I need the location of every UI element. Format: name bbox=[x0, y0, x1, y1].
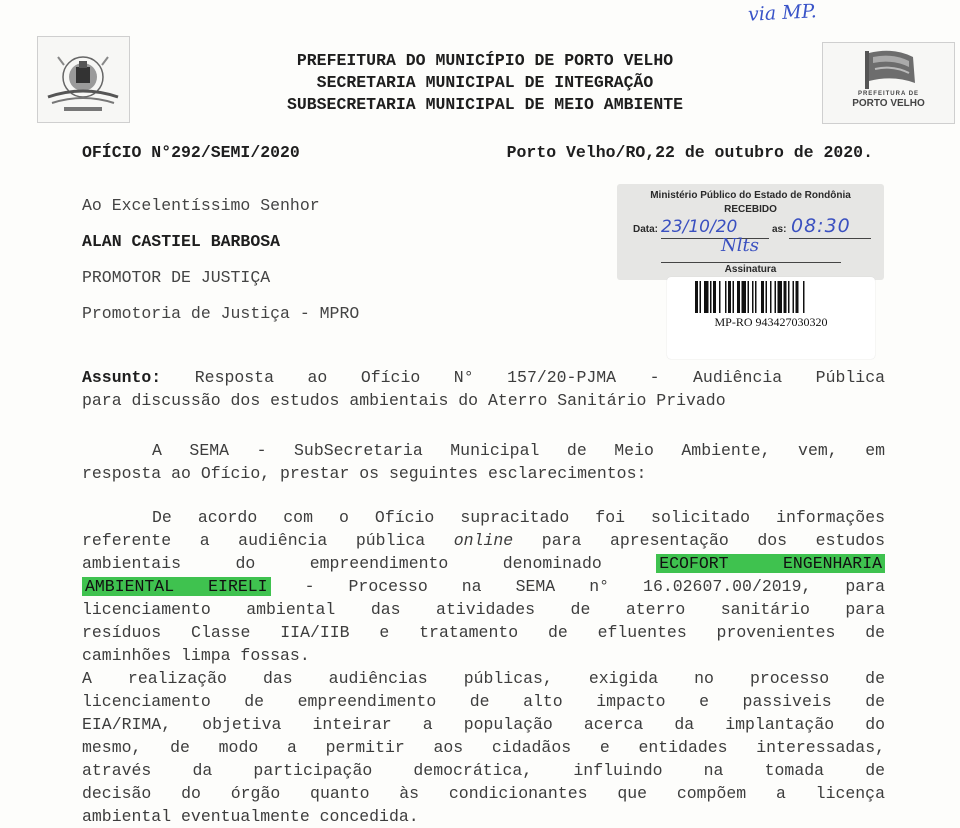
barcode-bar bbox=[803, 281, 805, 313]
barcode-bar bbox=[748, 281, 750, 313]
p1-line-2-b: para apresentação dos estudos bbox=[513, 531, 885, 550]
barcode-icon bbox=[695, 281, 847, 313]
barcode-bar bbox=[695, 281, 698, 313]
p2-line-1: A realização das audiências públicas, exigida no processo de bbox=[82, 669, 885, 688]
paragraph-2 bbox=[82, 667, 885, 828]
barcode-bar bbox=[761, 281, 764, 313]
logo-city-name: PORTO VELHO bbox=[852, 98, 925, 109]
p1-line-1: De acordo com o Ofício supracitado foi solicitado informações bbox=[152, 508, 885, 527]
p1-line-4 bbox=[82, 575, 885, 598]
p1-line-7: caminhões limpa fossas. bbox=[82, 646, 310, 665]
intro-paragraph bbox=[82, 439, 885, 485]
stamp-date-value: 23/10/20 bbox=[661, 217, 738, 237]
p1-line-6: resíduos Classe IIA/IIB e tratamento de efluentes provenientes de bbox=[82, 623, 885, 642]
office-number: OFÍCIO N°292/SEMI/2020 bbox=[82, 143, 300, 162]
stamp-received: RECEBIDO bbox=[724, 204, 777, 215]
company-name-highlight-2: AMBIENTAL EIRELI bbox=[82, 577, 271, 596]
p2-line-2: licenciamento de empreendimento de alto impacto e passiveis de bbox=[82, 692, 885, 711]
stamp-signature-line bbox=[661, 262, 841, 263]
p2-line-5: através da participação democrática, influindo na tomada de bbox=[82, 761, 885, 780]
stamp-signature: Nlts bbox=[721, 235, 759, 256]
barcode-bar bbox=[796, 281, 799, 313]
logo-small-text: PREFEITURA DE bbox=[857, 91, 920, 97]
stamp-time-underline bbox=[789, 238, 871, 239]
barcode-bar bbox=[725, 281, 727, 313]
received-stamp bbox=[617, 184, 884, 280]
addressee-title: PROMOTOR DE JUSTIÇA bbox=[82, 268, 271, 287]
p1-line-3-text: ambientais do empreendimento denominado bbox=[82, 554, 602, 573]
addressee-salutation: Ao Excelentíssimo Senhor bbox=[82, 196, 320, 215]
barcode-bar bbox=[713, 281, 716, 313]
barcode-bar bbox=[704, 281, 709, 313]
company-name-highlight-1: ECOFORT ENGENHARIA bbox=[656, 554, 885, 573]
barcode-bar bbox=[719, 281, 721, 313]
barcode-bar bbox=[775, 281, 777, 313]
p1-line-5: licenciamento ambiental das atividades de aterro sanitário para bbox=[82, 600, 885, 619]
barcode-bar bbox=[766, 281, 768, 313]
stamp-title: Ministério Público do Estado de Rondônia bbox=[650, 190, 851, 201]
p1-line-2-a: referente a audiência pública bbox=[82, 531, 454, 550]
addressee-name: ALAN CASTIEL BARBOSA bbox=[82, 232, 281, 251]
subject-line-1: Resposta ao Ofício N° 157/20-PJMA - Audiência Pública bbox=[194, 368, 885, 387]
barcode-number: MP-RO 943427030320 bbox=[714, 315, 828, 329]
flag-icon bbox=[823, 43, 954, 123]
barcode-bar bbox=[793, 281, 795, 313]
barcode-bar bbox=[778, 281, 783, 313]
paragraph-1 bbox=[82, 506, 885, 667]
barcode-bar bbox=[784, 281, 787, 313]
porto-velho-logo bbox=[822, 42, 955, 124]
place-date: Porto Velho/RO,22 de outubro de 2020. bbox=[506, 143, 873, 162]
intro-line-1: A SEMA - SubSecretaria Municipal de Meio Ambiente, vem, em bbox=[152, 441, 885, 460]
stamp-date-label: Data: bbox=[633, 224, 659, 235]
p2-line-7: ambiental eventualmente concedida. bbox=[82, 807, 419, 826]
barcode-bar bbox=[770, 281, 772, 313]
header-line-1: PREFEITURA DO MUNICÍPIO DE PORTO VELHO bbox=[296, 51, 674, 70]
barcode-bar bbox=[788, 281, 790, 313]
p1-line-4-text: - Processo na SEMA n° 16.02607.00/2019, para bbox=[304, 577, 886, 596]
barcode-label bbox=[667, 277, 875, 359]
document-header bbox=[160, 50, 810, 116]
barcode-bar bbox=[710, 281, 712, 313]
barcode-bar bbox=[742, 281, 747, 313]
barcode-bar bbox=[700, 281, 702, 313]
subject-line-2: para discussão dos estudos ambientais do Aterro Sanitário Privado bbox=[82, 391, 726, 410]
p1-line-3 bbox=[82, 552, 885, 575]
subject-block bbox=[82, 366, 885, 412]
handwritten-note: via MP. bbox=[747, 0, 818, 26]
header-line-2: SECRETARIA MUNICIPAL DE INTEGRAÇÃO bbox=[316, 73, 654, 92]
barcode-bar bbox=[737, 281, 740, 313]
p1-line-2-italic: online bbox=[453, 531, 514, 550]
intro-line-2: resposta ao Ofício, prestar os seguintes esclarecimentos: bbox=[82, 464, 647, 483]
barcode-bar bbox=[733, 281, 735, 313]
p2-line-3: EIA/RIMA, objetiva inteirar a população acerca da implantação do bbox=[82, 715, 885, 734]
p2-line-6: decisão do órgão quanto às condicionantes que compõem a licença bbox=[82, 784, 885, 803]
p1-line-2 bbox=[82, 529, 885, 552]
header-line-3: SUBSECRETARIA MUNICIPAL DE MEIO AMBIENTE bbox=[286, 95, 684, 114]
stamp-at-label: as: bbox=[772, 224, 787, 235]
p2-line-4: mesmo, de modo a permitir aos cidadãos e entidades interessadas, bbox=[82, 738, 885, 757]
barcode-bar bbox=[728, 281, 731, 313]
barcode-bar bbox=[752, 281, 754, 313]
barcode-bar bbox=[755, 281, 757, 313]
addressee-office: Promotoria de Justiça - MPRO bbox=[82, 304, 360, 323]
stamp-time-value: 08:30 bbox=[791, 215, 851, 237]
coat-of-arms-logo bbox=[37, 36, 130, 123]
stamp-signature-label: Assinatura bbox=[724, 264, 777, 275]
coat-of-arms-icon bbox=[38, 37, 129, 122]
subject-label: Assunto: bbox=[82, 368, 162, 387]
